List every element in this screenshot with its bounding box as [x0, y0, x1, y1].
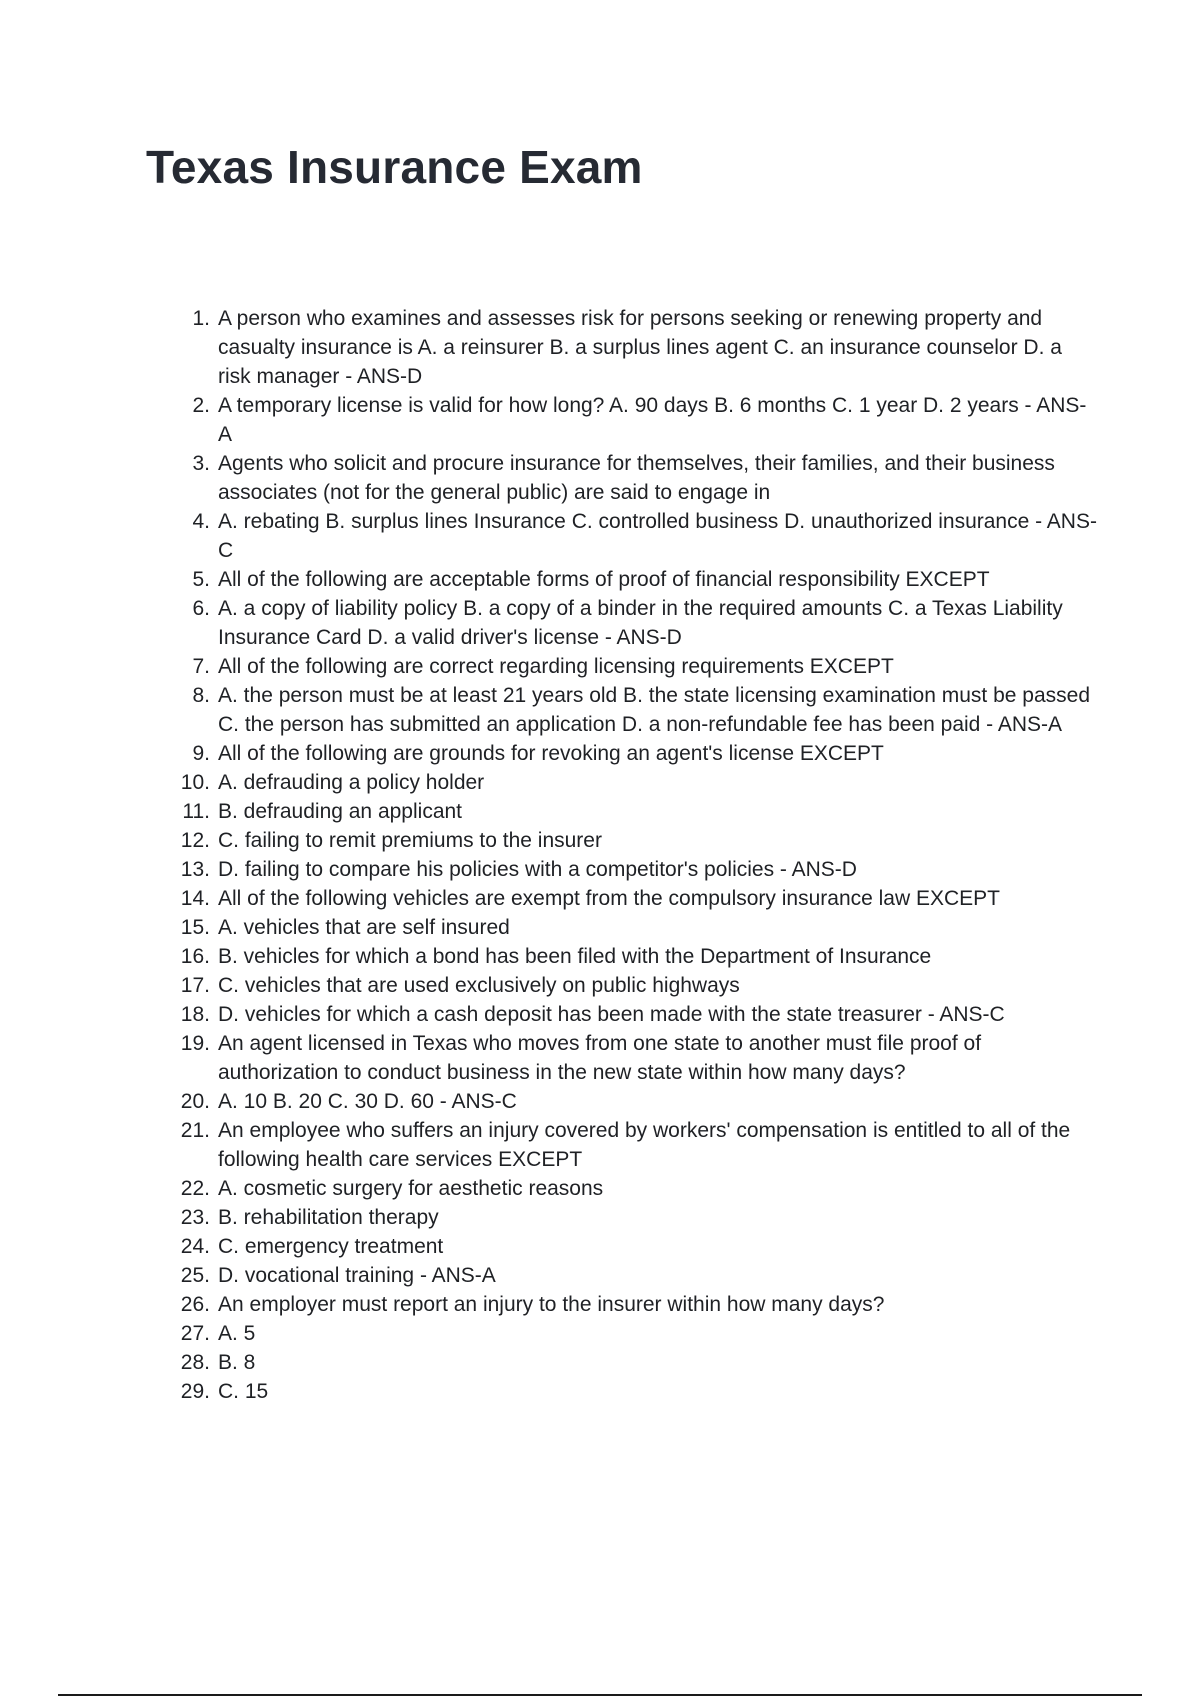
item-number: 14.: [180, 887, 210, 910]
list-item: [180, 1029, 1098, 1087]
item-text: C. emergency treatment: [218, 1235, 444, 1258]
list-item: [180, 1348, 1098, 1377]
item-text: D. vocational training - ANS-A: [218, 1264, 496, 1287]
list-item: [192, 449, 1098, 507]
item-text: A. defrauding a policy holder: [218, 771, 485, 794]
list-item: [180, 971, 1098, 1000]
item-text: All of the following are grounds for revoking an agent's license EXCEPT: [218, 742, 884, 765]
item-number: 2.: [192, 394, 210, 417]
item-number: 5.: [192, 568, 210, 591]
item-text: An employer must report an injury to the insurer within how many days?: [218, 1293, 885, 1316]
item-number: 6.: [192, 597, 210, 620]
item-number: 1.: [192, 307, 210, 330]
item-number: 4.: [192, 510, 210, 533]
list-item: [192, 391, 1098, 449]
item-number: 27.: [180, 1322, 210, 1345]
item-text: D. vehicles for which a cash deposit has been made with the state treasurer - ANS-C: [218, 1003, 1005, 1026]
page-title: Texas Insurance Exam: [146, 141, 643, 193]
item-number: 3.: [192, 452, 210, 475]
item-number: 9.: [192, 742, 210, 765]
list-item: [182, 797, 1098, 826]
list-item: [180, 1261, 1098, 1290]
list-item: [180, 1232, 1098, 1261]
item-number: 17.: [180, 974, 210, 997]
list-item: [192, 507, 1098, 565]
list-item: [192, 681, 1098, 739]
item-number: 18.: [180, 1003, 210, 1026]
list-item: [180, 942, 1098, 971]
item-number: 8.: [192, 684, 210, 707]
item-number: 10.: [180, 771, 210, 794]
list-item: [180, 1116, 1098, 1174]
item-text: B. defrauding an applicant: [218, 800, 463, 823]
list-item: [192, 565, 1098, 594]
item-text: A person who examines and assesses risk for persons seeking or renewing property and casualty insurance is A. a reinsurer B. a surplus lines agent C. an insurance counselor D. a risk manager - ANS-D: [218, 307, 1062, 388]
list-item: [192, 739, 1098, 768]
item-text: A. vehicles that are self insured: [218, 916, 510, 939]
item-number: 20.: [180, 1090, 210, 1113]
item-number: 21.: [180, 1119, 210, 1142]
item-number: 24.: [180, 1235, 210, 1258]
list-item: [180, 855, 1098, 884]
item-text: C. failing to remit premiums to the insurer: [218, 829, 602, 852]
item-text: C. 15: [218, 1380, 269, 1403]
item-number: 16.: [180, 945, 210, 968]
item-text: All of the following vehicles are exempt from the compulsory insurance law EXCEPT: [218, 887, 1001, 910]
item-number: 26.: [180, 1293, 210, 1316]
list-item: [180, 826, 1098, 855]
item-number: 23.: [180, 1206, 210, 1229]
item-number: 28.: [180, 1351, 210, 1374]
item-text: B. 8: [218, 1351, 256, 1374]
list-item: [180, 884, 1098, 913]
item-text: A. cosmetic surgery for aesthetic reasons: [218, 1177, 604, 1200]
item-text: An employee who suffers an injury covered by workers' compensation is entitled to all of the following health care services EXCEPT: [218, 1119, 1071, 1171]
item-text: A. the person must be at least 21 years old B. the state licensing examination must be passed C. the person has submitted an application D. a non-refundable fee has been paid - ANS-A: [218, 684, 1090, 736]
item-number: 15.: [180, 916, 210, 939]
footer-divider: [58, 1694, 1142, 1696]
item-text: A. a copy of liability policy B. a copy of a binder in the required amounts C. a Texas Liability Insurance Card D. a valid driver's license - ANS-D: [218, 597, 1063, 649]
item-text: A temporary license is valid for how long? A. 90 days B. 6 months C. 1 year D. 2 years - ANS-A: [218, 394, 1087, 446]
item-number: 19.: [180, 1032, 210, 1055]
list-item: [180, 1290, 1098, 1319]
item-text: A. rebating B. surplus lines Insurance C. controlled business D. unauthorized insurance - ANS-C: [218, 510, 1097, 562]
item-text: C. vehicles that are used exclusively on public highways: [218, 974, 740, 997]
item-text: B. rehabilitation therapy: [218, 1206, 439, 1229]
item-text: An agent licensed in Texas who moves from one state to another must file proof of authorization to conduct business in the new state within how many days?: [218, 1032, 982, 1084]
item-text: A. 5: [218, 1322, 256, 1345]
item-text: Agents who solicit and procure insurance for themselves, their families, and their business associates (not for the general public) are said to engage in: [218, 452, 1055, 504]
item-text: All of the following are acceptable forms of proof of financial responsibility EXCEPT: [218, 568, 990, 591]
item-number: 13.: [180, 858, 210, 881]
list-item: [180, 1087, 1098, 1116]
item-number: 11.: [182, 800, 210, 823]
item-text: A. 10 B. 20 C. 30 D. 60 - ANS-C: [218, 1090, 517, 1113]
item-text: B. vehicles for which a bond has been filed with the Department of Insurance: [218, 945, 932, 968]
list-item: [180, 1319, 1098, 1348]
item-number: 7.: [192, 655, 210, 678]
item-number: 29.: [180, 1380, 210, 1403]
question-list: [180, 304, 1098, 1406]
list-item: [180, 1377, 1098, 1406]
list-item: [192, 594, 1098, 652]
item-number: 22.: [180, 1177, 210, 1200]
list-item: [192, 304, 1098, 391]
list-item: [180, 913, 1098, 942]
item-text: All of the following are correct regarding licensing requirements EXCEPT: [218, 655, 894, 678]
list-item: [180, 1000, 1098, 1029]
list-item: [180, 768, 1098, 797]
list-item: [192, 652, 1098, 681]
list-item: [180, 1174, 1098, 1203]
list-item: [180, 1203, 1098, 1232]
item-number: 12.: [180, 829, 210, 852]
item-text: D. failing to compare his policies with a competitor's policies - ANS-D: [218, 858, 857, 881]
item-number: 25.: [180, 1264, 210, 1287]
